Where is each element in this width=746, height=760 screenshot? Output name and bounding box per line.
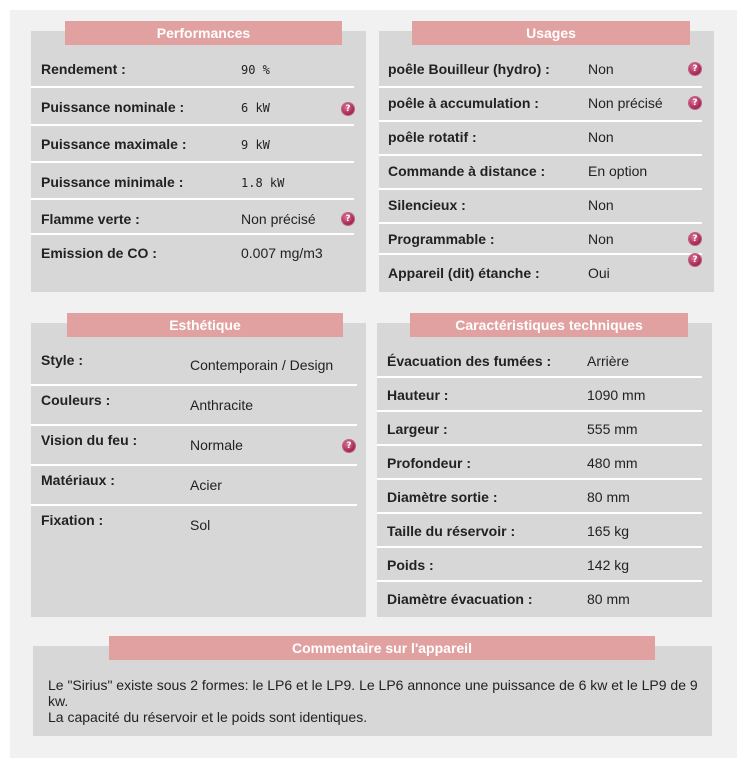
usages-title: Usages — [412, 21, 690, 45]
row-divider — [377, 512, 702, 514]
performances-panel: Performances Rendement : 90 % Puissance nominale : 6 kW ? Puissance maximale : 9 kW Puissance minimale : 1.8 kW Flamme verte : Non précisé ? Emission de CO : 0.007 mg/m3 — [31, 31, 366, 292]
row-divider — [31, 424, 357, 426]
row-divider — [31, 504, 357, 506]
performances-title: Performances — [65, 21, 342, 45]
row-divider — [379, 188, 702, 190]
row-divider — [377, 444, 702, 446]
row-divider — [31, 124, 354, 126]
row-divider — [379, 222, 702, 224]
row-divider — [379, 154, 702, 156]
row-divider — [379, 253, 702, 255]
commentaire-title: Commentaire sur l'appareil — [109, 636, 655, 660]
help-icon[interactable]: ? — [689, 63, 701, 75]
caracteristiques-title: Caractéristiques techniques — [410, 313, 688, 337]
row-divider — [379, 120, 702, 122]
row-divider — [377, 580, 702, 582]
row-divider — [379, 86, 702, 88]
row-divider — [31, 161, 354, 163]
row-divider — [31, 233, 354, 235]
row-divider — [377, 478, 702, 480]
esthetique-title: Esthétique — [67, 313, 343, 337]
commentaire-text — [48, 677, 718, 725]
help-icon[interactable]: ? — [343, 440, 355, 452]
row-divider — [31, 86, 354, 88]
row-divider — [377, 410, 702, 412]
help-icon[interactable]: ? — [342, 103, 354, 115]
help-icon[interactable]: ? — [342, 213, 354, 225]
help-icon[interactable]: ? — [689, 233, 701, 245]
commentaire-line-2: La capacité du réservoir et le poids sont identiques. — [48, 709, 368, 725]
row-divider — [31, 384, 357, 386]
row-divider — [31, 198, 354, 200]
caracteristiques-panel: Caractéristiques techniques Évacuation des fumées : Arrière Hauteur : 1090 mm Largeur : 555 mm Profondeur : 480 mm Diamètre sortie : 80 mm Taille du réservoir : 165 kg Poids : 142 kg Diamètre évacuation : 80 mm — [377, 323, 712, 617]
row-divider — [31, 464, 357, 466]
commentaire-line-1: Le "Sirius" existe sous 2 formes: le LP6 et le LP9. Le LP6 annonce une puissance de 6 kw et le LP9 de 9 kw. — [48, 677, 698, 709]
row-divider — [377, 546, 702, 548]
help-icon[interactable]: ? — [689, 254, 701, 266]
help-icon[interactable]: ? — [689, 97, 701, 109]
esthetique-panel: Esthétique Style : Contemporain / Design Couleurs : Anthracite Vision du feu : Normale ? Matériaux : Acier Fixation : Sol — [31, 323, 366, 617]
usages-panel: Usages poêle Bouilleur (hydro) : Non ? poêle à accumulation : Non précisé ? poêle rotatif : Non Commande à distance : En option Silencieux : Non Programmable : Non ? Appareil (dit) étanche : Oui ? — [379, 31, 714, 292]
row-divider — [377, 376, 702, 378]
